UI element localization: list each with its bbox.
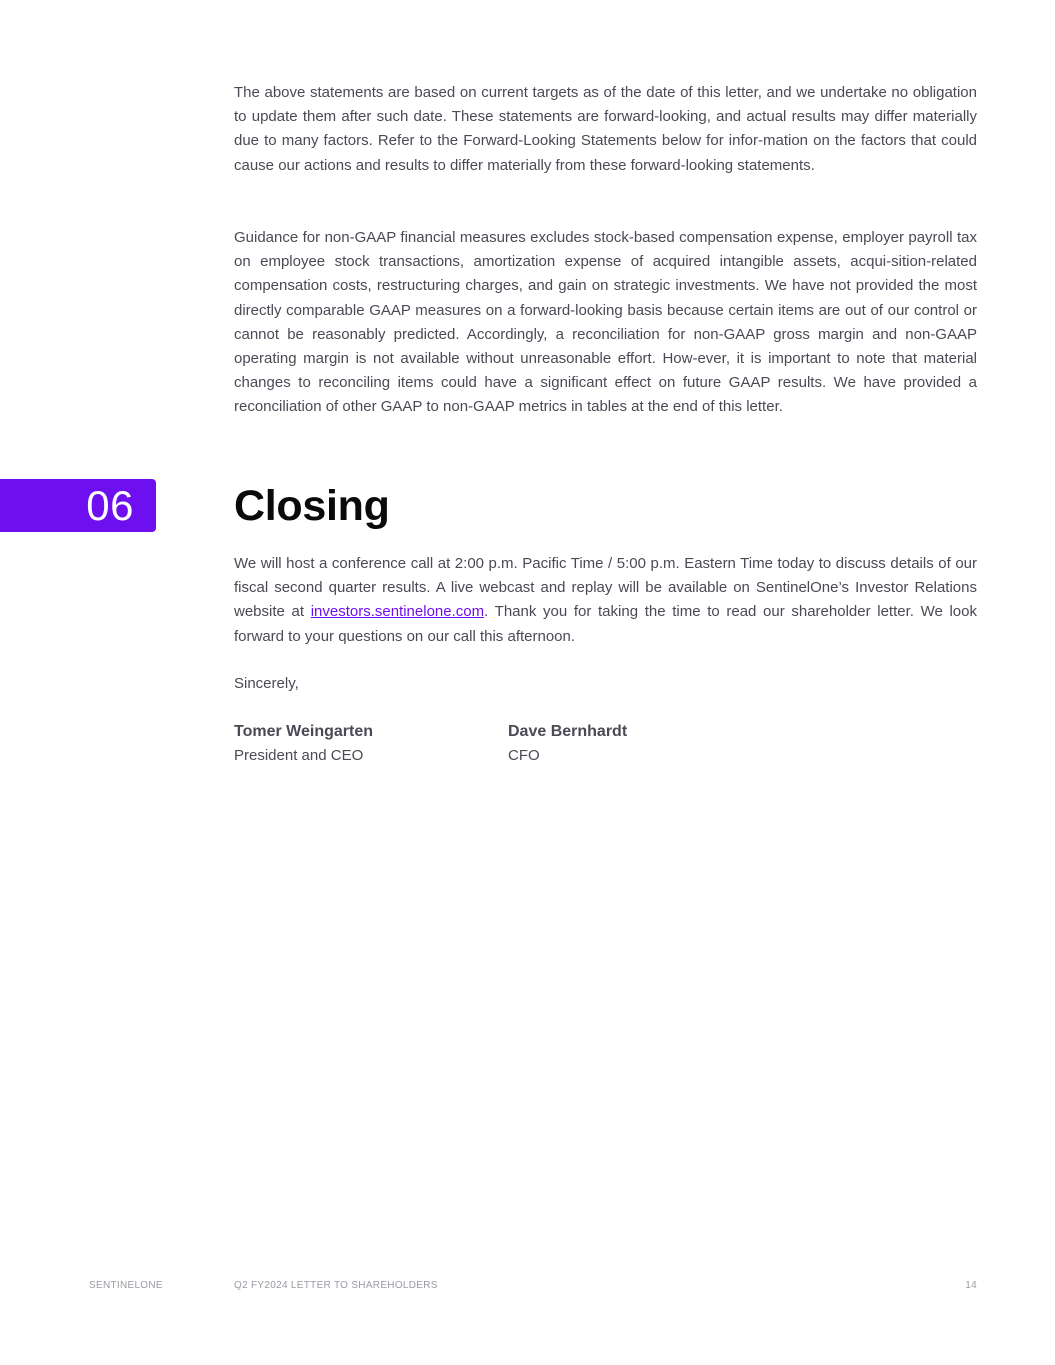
signatory-name-cfo: Dave Bernhardt [508, 723, 628, 740]
closing-text-start: We will host a conference call at 2:00 p.m. Pacific Time / 5:00 p.m. Eastern Time today to discuss details of our fiscal second quarter results. A live webcast and replay will be available on SentinelOne’s Investor Relations website at [234, 555, 977, 621]
sign-off: Sincerely, [234, 675, 299, 692]
footer-company: SENTINELONE [89, 1280, 163, 1291]
closing-text-end: . Thank you for taking the time to read our shareholder letter. We look forward to your questions on our call this afternoon. [234, 603, 977, 645]
section-title: Closing [234, 482, 390, 530]
paragraph-closing [234, 552, 977, 649]
paragraph-forward-looking: The above statements are based on current targets as of the date of this letter, and we undertake no obligation to update them after such date. These statements are forward-looking, and actual results may differ materially due to many factors. Refer to the Forward-Looking Statements below for infor-mation on the factors that could cause our actions and results to differ materially from these forward-looking statements. [234, 84, 977, 174]
signatory-title-cfo: CFO [508, 747, 540, 764]
section-number-tab [0, 479, 156, 532]
footer-document-title: Q2 FY2024 LETTER TO SHAREHOLDERS [234, 1280, 438, 1291]
signatory-title-ceo: President and CEO [234, 747, 364, 764]
paragraph-non-gaap-guidance: Guidance for non-GAAP financial measures excludes stock-based compensation expense, employer payroll tax on employee stock transactions, amortization expense of acquired intangible assets, acqui-sition-related compensation costs, restructuring charges, and gain on strategic investments. We have not provided the most directly comparable GAAP measures on a forward-looking basis because certain items are out of our control or cannot be reasonably predicted. Accordingly, a reconciliation for non-GAAP gross margin and non-GAAP operating margin is not available without unreasonable effort. How-ever, it is important to note that material changes to reconciling items could have a significant effect on future GAAP results. We have provided a reconciliation of other GAAP to non-GAAP metrics in tables at the end of this letter. [234, 229, 977, 416]
investor-relations-link[interactable]: investors.sentinelone.com [310, 603, 485, 621]
footer-page-number: 14 [965, 1280, 977, 1291]
section-number: 06 [86, 482, 134, 529]
signatory-name-ceo: Tomer Weingarten [234, 723, 373, 740]
